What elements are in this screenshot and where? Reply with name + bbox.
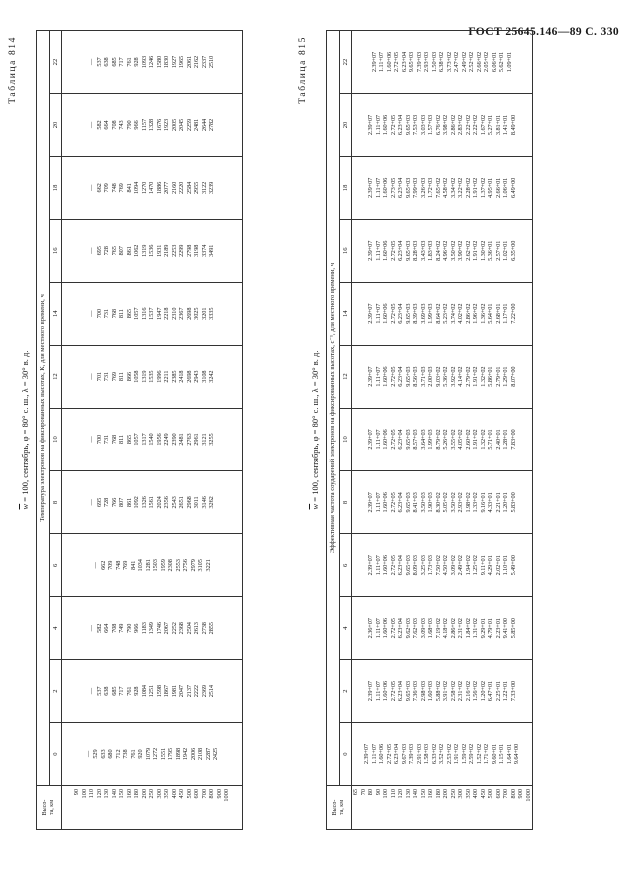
table-814-data-column: — 695 728 765 807 861 1062 1319 1536 1931 2189 2253 2299 2798 3198 3374 3491 — [62, 219, 243, 282]
table-814-hour-header: 12 — [50, 345, 62, 408]
table-814-title-rest: = 100, сентябрь, φ = 80° с. ш., λ = 30° в. д. — [20, 350, 30, 504]
table-815-data-column: 2.39+07 1.11+07 1.60+06 2.72+05 6.23+04 9.65+03 8.28+03 3.43+03 1.83+03 8.24+02 4.96+02 3.50+02 3.90+02 2.62+02 1.91+02 1.30+02 5.36+01 2.57+01 1.02+01 6.35+00 — [352, 219, 533, 282]
table-815-hour-header: 12 — [340, 345, 352, 408]
table-814-data-column: — 582 664 708 749 790 966 1183 1349 1746 2067 2252 2368 2504 2613 2738 2855 — [62, 597, 243, 660]
rotated-tables-area — [8, 30, 568, 830]
table-814-data-column: — 582 664 708 743 790 966 1157 1328 1676 1923 2005 2045 2259 2481 2644 2782 — [62, 94, 243, 157]
table-814-altitude-header: Высо- та, км — [37, 786, 62, 830]
table-814-data-column: — 700 731 768 811 865 1057 1316 1537 1947 2218 2310 2367 2698 3025 3201 3335 — [62, 282, 243, 345]
table-814-label: Таблица 814 — [8, 36, 18, 104]
table-815-hour-header: 6 — [340, 534, 352, 597]
table-815-hour-header: 0 — [340, 723, 352, 786]
table-815-label: Таблица 815 — [298, 36, 308, 104]
page-header: ГОСТ 25645.146—89 С. 330 — [468, 26, 619, 38]
table-815-data-column: 2.39+07 1.11+07 1.60+06 2.72+05 6.23+04 9.65+03 8.09+03 3.25+03 1.73+03 7.50+02 4.50+02 3.09+02 2.49+02 1.94+02 1.25+02 9.11+01 4.29+01 2.02+01 1.10+01 5.49+00 — [352, 534, 533, 597]
table-814 — [36, 30, 243, 830]
table-814-data-column: — 537 638 685 717 761 928 1093 1246 1580 1830 1927 1965 2061 2162 2337 2510 — [62, 31, 243, 94]
table-815-data-column: 2.39+07 1.11+07 1.60+06 2.72+05 6.23+04 9.65+03 8.57+03 3.64+03 1.99+03 8.79+02 5.26+02 3.55+02 4.05+02 2.60+02 1.91+02 1.32+02 5.71+01 2.40+01 1.28+01 7.83+00 — [352, 408, 533, 471]
table-815-block — [298, 30, 566, 830]
table-814-hour-header: 20 — [50, 94, 62, 157]
table-814-hour-header: 16 — [50, 219, 62, 282]
table-815-data-column: 2.39+07 1.11+07 1.60+06 2.72+05 6.23+04 9.65+03 8.56+03 3.71+03 2.00+03 9.03+02 5.36+02 3.92+02 4.14+02 2.79+02 1.91+02 1.32+02 5.86+01 2.79+01 1.29+01 8.07+00 — [352, 345, 533, 408]
table-815-data-column: 2.39+07 1.11+07 1.60+06 2.72+05 6.23+04 9.65+03 7.53+03 3.03+03 1.57+03 6.76+02 3.98+02 2.86+02 2.83+02 2.22+02 2.22+02 1.67+02 5.27+01 3.81+01 1.41+01 8.49+00 — [352, 94, 533, 157]
table-815-altitude-column: 65 70 80 90 100 110 120 130 140 150 160 180 200 250 300 350 400 450 500 600 700 800 900 1000 — [352, 786, 533, 830]
table-815-data-column: 2.39+07 1.11+07 1.60+06 2.72+05 6.23+04 9.65+03 8.39+03 3.69+03 1.99+03 8.64+02 5.23+02 3.74+02 4.02+02 2.86+02 1.96+02 1.36+02 5.64+01 2.68+01 1.17+01 7.22+00 — [352, 282, 533, 345]
table-814-data-column: — 529 633 680 712 738 761 920 1079 1272 1551 1795 1898 1942 2006 2108 2287 2425 — [62, 723, 243, 786]
table-815-hour-header: 8 — [340, 471, 352, 534]
table-815 — [326, 30, 533, 830]
table-815-hour-header: 10 — [340, 408, 352, 471]
table-814-data-column: — 662 709 748 769 841 1094 1270 1470 1886 2077 2160 2220 2584 2955 3122 3239 — [62, 156, 243, 219]
table-814-hour-header: 4 — [50, 597, 62, 660]
table-814-hour-header: 2 — [50, 660, 62, 723]
table-814-data-column: — 695 728 766 807 861 1092 1326 1561 2024 2356 2543 2651 2968 3011 3146 3262 — [62, 471, 243, 534]
table-814-hour-header: 10 — [50, 408, 62, 471]
table-814-hour-header: 14 — [50, 282, 62, 345]
table-814-title-w: $\overline{w}$ — [20, 503, 30, 510]
table-814-title — [20, 30, 30, 830]
table-814-data-column: — 662 709 748 769 841 1034 1281 1503 1959 2308 2553 2756 2979 3105 3221 — [62, 534, 243, 597]
table-815-hour-header: 14 — [340, 282, 352, 345]
table-815-data-column: 2.39+07 1.11+07 1.60+06 2.72+05 6.23+04 9.65+03 7.39+03 2.93+03 1.50+03 6.38+02 3.73+02 2.47+02 2.49+02 2.52+02 2.66+02 2.05+02 6.06+01 5.62+01 1.09+01 — [352, 31, 533, 94]
table-815-title-w: $\overline{w}$ — [310, 503, 320, 510]
table-815-hour-header: 4 — [340, 597, 352, 660]
table-815-data-column: 2.39+07 1.11+07 1.60+06 2.72+05 6.23+04 9.65+03 8.41+03 3.50+03 1.90+03 8.30+02 5.05+02 3.50+02 2.93+02 1.98+02 1.33+02 9.16+01 4.33+01 2.21+01 1.20+01 5.83+00 — [352, 471, 533, 534]
table-814-block — [8, 30, 270, 830]
table-815-data-column: 2.36+07 1.11+07 1.60+06 2.72+05 6.23+04 9.62+03 7.62+03 3.09+03 1.68+03 7.19+02 4.18+02 2.86+02 2.31+02 1.84+02 1.31+02 9.29+01 4.79+01 2.23+01 9.41+00 5.85+00 — [352, 597, 533, 660]
table-814-hour-header: 18 — [50, 156, 62, 219]
table-815-title — [310, 30, 320, 830]
table-815-title-rest: = 100, сентябрь, φ = 80° с. ш., λ = 30° в. д. — [310, 350, 320, 504]
table-815-hour-header: 16 — [340, 219, 352, 282]
table-815-hour-header: 20 — [340, 94, 352, 157]
table-815-hour-header: 2 — [340, 660, 352, 723]
table-814-data-column: — 701 731 769 811 866 1058 1319 1535 1996 2211 2385 2418 2698 2943 3108 3242 — [62, 345, 243, 408]
table-814-span-header: Температура электронов на фиксированных высотах, К, для местного времени, ч — [37, 31, 50, 786]
table-814-hour-header: 8 — [50, 471, 62, 534]
table-814-altitude-column: 90 100 110 120 130 140 150 160 180 200 250 300 350 400 450 500 600 700 800 900 1000 — [62, 786, 243, 830]
table-815-altitude-header: Высо- та, км — [327, 786, 352, 830]
table-815-data-column: 2.39+07 1.11+07 1.60+06 2.72+05 6.23+04 9.67+03 7.39+03 2.91+03 1.58+03 6.33+02 3.52+02 2.53+02 1.91+02 1.59+02 2.59+02 1.52+02 1.71+02 9.60+01 1.15+01 1.64+01 9.64+00 — [352, 723, 533, 786]
table-815-hour-header: 22 — [340, 31, 352, 94]
table-814-data-column: — 537 638 685 717 761 928 1084 1251 1598 1867 1981 2047 2137 2222 2369 2514 — [62, 660, 243, 723]
table-814-hour-header: 0 — [50, 723, 62, 786]
table-815-data-column: 2.39+07 1.11+07 1.60+06 2.73+05 6.23+04 9.65+03 7.99+03 3.26+03 1.72+03 7.65+02 4.58+02 3.34+02 3.22+02 2.28+02 1.91+02 1.37+02 4.95+01 2.66+01 1.06+01 6.49+00 — [352, 156, 533, 219]
table-815-hour-header: 18 — [340, 156, 352, 219]
table-814-hour-header: 22 — [50, 31, 62, 94]
table-814-data-column: — 700 731 768 811 865 1057 1317 1540 1956 2249 2390 2481 2763 2961 3121 3255 — [62, 408, 243, 471]
table-814-hour-header: 6 — [50, 534, 62, 597]
table-815-span-header: Эффективная частота соударений электронов на фиксированных высотах, с⁻¹, для местного времени, ч — [327, 31, 340, 786]
table-815-data-column: 2.39+07 1.11+07 1.60+06 2.72+05 6.23+04 9.65+03 7.36+03 2.98+03 1.60+03 5.88+02 3.91+02 2.58+02 2.31+02 2.16+02 1.56+02 1.20+02 6.47+01 2.25+01 1.22+01 7.33+00 — [352, 660, 533, 723]
